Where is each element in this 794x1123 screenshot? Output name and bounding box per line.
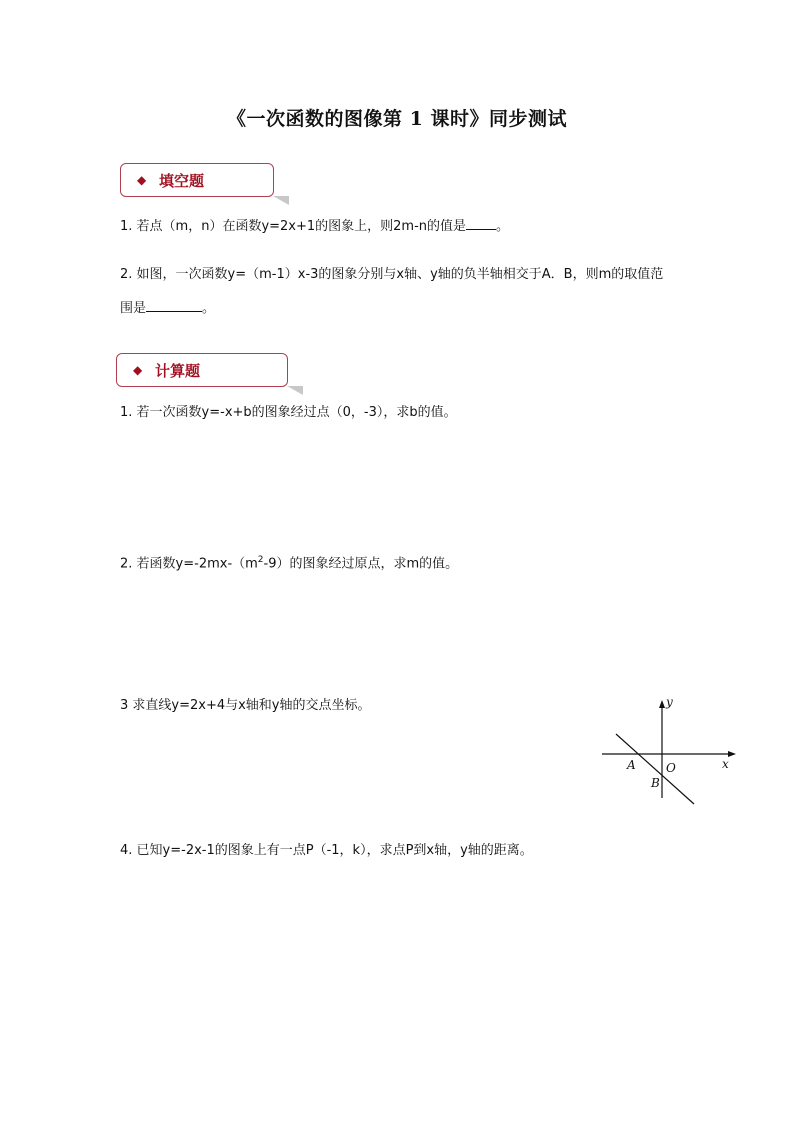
calc-question-4: 4. 已知y=-2x-1的图象上有一点P（-1，k），求点P到x轴，y轴的距离。: [120, 843, 533, 858]
page-title: 《一次函数的图像第 1 课时》同步测试: [227, 108, 567, 130]
answer-blank: [466, 217, 496, 230]
calc-question-1: 1. 若一次函数y=-x+b的图象经过点（0，-3），求b的值。: [120, 405, 457, 420]
answer-blank: [146, 299, 202, 312]
section-shadow: [287, 386, 303, 395]
diamond-icon: ◆: [137, 173, 147, 187]
point-B-label: B: [651, 776, 660, 790]
point-A-label: A: [627, 758, 636, 772]
y-label: y: [666, 695, 673, 709]
coordinate-figure: [598, 694, 743, 809]
calc-question-3: 3 求直线y=2x+4与x轴和y轴的交点坐标。: [120, 698, 371, 713]
section-label: 填空题: [159, 172, 205, 190]
y-axis-arrow: [659, 700, 665, 708]
calc-question-2: 2. 若函数$y=-2mx-(m^2-9)$的图象经过原点，求m的值。: [120, 555, 459, 572]
section-shadow: [273, 196, 289, 205]
fill-question-2: 2. 如图，一次函数y=（m-1）x-3的图象分别与x轴、y轴的负半轴相交于A．B，则m的取值范: [120, 267, 664, 282]
origin-label: O: [666, 761, 676, 775]
section-header-fill: [120, 163, 274, 197]
fill-question-2-line2: 围是 。: [120, 301, 216, 316]
fill-question-1: 1. 若点（m，n）在函数y=2x+1的图象上，则2m-n的值是 。: [120, 219, 510, 234]
x-label: x: [722, 757, 729, 771]
section-header-calc: [116, 353, 288, 387]
diamond-icon: ◆: [133, 363, 143, 377]
section-label: 计算题: [155, 362, 201, 380]
x-axis-arrow: [728, 751, 736, 757]
